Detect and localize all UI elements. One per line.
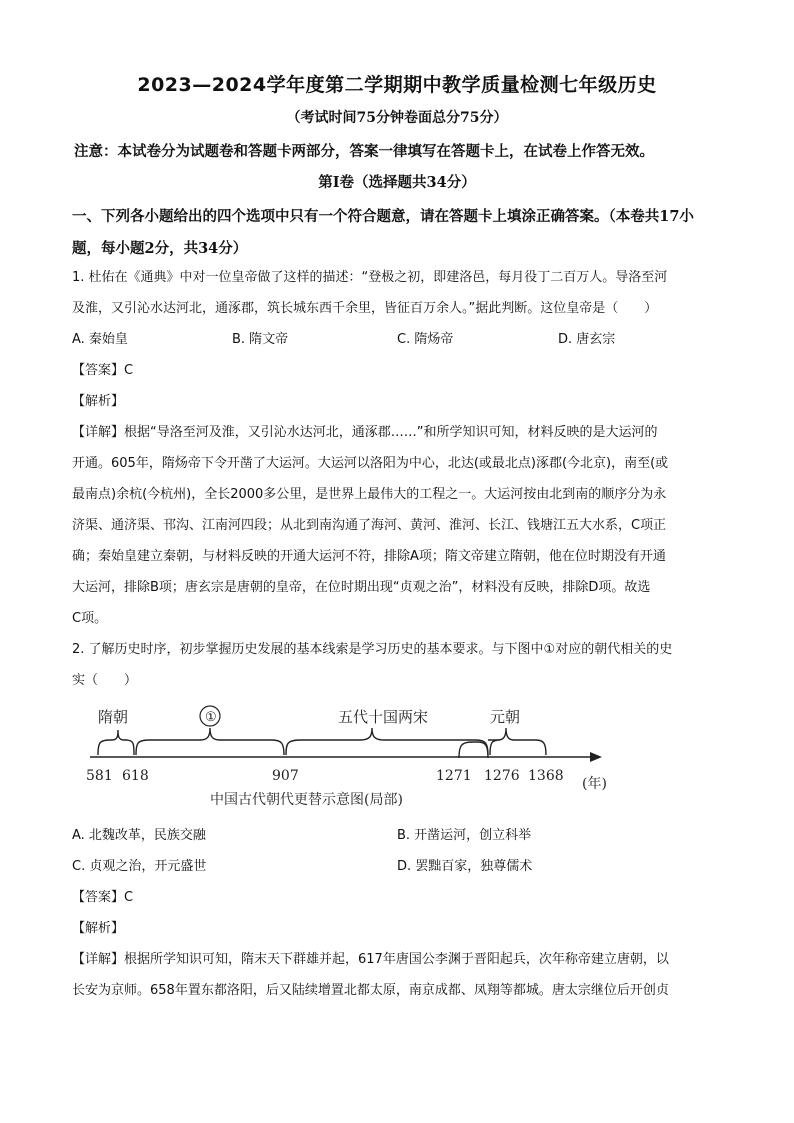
figure-caption: 中国古代朝代更替示意图(局部) [210,792,403,808]
year-1368: 1368 [528,768,564,784]
q1-detail-line-6: 大运河，排除B项；唐玄宗是唐朝的皇帝，在位时期出现“贞观之治”，材料没有反映，排除D项。故选 [72,580,651,595]
q2-answer: 【答案】C [72,890,134,905]
year-618: 618 [122,768,149,784]
brace-period-1 [136,728,284,755]
q1-options [72,324,722,355]
brace-yuan [488,728,546,755]
brace-sui [98,730,134,755]
q1-option-c: C. 隋炀帝 [397,332,454,347]
q1-analysis-label: 【解析】 [72,394,125,409]
q2-detail-line-1 [72,944,722,975]
q1-answer: 【答案】C [72,363,134,378]
period-label-yuan: 元朝 [490,708,521,726]
q2-option-c: C. 贞观之治，开元盛世 [72,859,207,874]
page-title: 2023—2024学年度第二学期期中教学质量检测七年级历史 [137,74,657,96]
exam-time-info: （考试时间75分钟卷面总分75分） [286,110,508,126]
q2-options-row-1 [72,820,722,851]
brace-overlap [459,742,488,758]
q1-detail-line-4: 济渠、通济渠、邗沟、江南河四段；从北到南沟通了海河、黄河、淮河、长江、钱塘江五大水系，C项正 [72,518,667,533]
q2-option-a: A. 北魏改革，民族交融 [72,828,206,843]
period-label-sui: 隋朝 [98,708,129,726]
q2-stem-line-1: 2. 了解历史时序，初步掌握历史发展的基本线索是学习历史的基本要求。与下图中①对应的朝代相关的史 [72,642,673,657]
period-label-five-dynasties: 五代十国两宋 [338,708,429,726]
q1-option-a: A. 秦始皇 [72,332,128,347]
q1-detail-line-3: 最南点)余杭(今杭州)，全长2000多公里，是世界上最伟大的工程之一。大运河按由北到南的顺序分为永 [72,487,667,502]
year-1271: 1271 [436,768,472,784]
year-581: 581 [86,768,113,784]
q2-option-b: B. 开凿运河，创立科举 [397,828,532,843]
year-907: 907 [272,768,299,784]
year-1276: 1276 [484,768,520,784]
q1-detail-label: 【详解】 [72,425,125,440]
notice-text: 注意：本试卷分为试题卷和答题卡两部分，答案一律填写在答题卡上，在试卷上作答无效。 [74,143,654,160]
q1-detail-line-2: 开通。605年，隋炀帝下令开凿了大运河。大运河以洛阳为中心，北达(或最北点)涿郡(今北京)，南至(或 [72,456,669,471]
q1-detail-line-1 [72,417,722,448]
section-heading: 第Ⅰ卷（选择题共34分） [318,174,476,191]
timeline-svg [80,700,640,815]
q2-detail-label: 【详解】 [72,952,125,967]
timeline-arrow [590,752,602,762]
q1-option-d: D. 唐玄宗 [558,332,616,347]
q1-detail-line-7: C项。 [72,611,108,626]
q2-analysis-label: 【解析】 [72,921,125,936]
q1-stem-line-2: 及淮，又引沁水达河北，通涿郡，筑长城东西千余里，皆征百万余人。”据此判断。这位皇帝是（ ） [72,301,658,316]
question-1 [72,262,722,696]
q1-stem-line-1: 1. 杜佑在《通典》中对一位皇帝做了这样的描述：“登极之初，即建洛邑，每月役丁二百万人。导洛至河 [72,270,668,285]
q1-detail-text-1: 根据“导洛至河及淮，又引沁水达河北，通涿郡……”和所学知识可知，材料反映的是大运河的 [124,425,658,440]
year-unit: (年) [582,776,607,792]
q2-option-d: D. 罢黜百家，独尊儒术 [397,859,533,874]
question-2-options [72,820,722,1006]
q1-detail-line-5: 确；秦始皇建立秦朝，与材料反映的开通大运河不符，排除A项；隋文帝建立隋朝，他在位时期没有开通 [72,549,666,564]
q2-detail-text-1: 根据所学知识可知，隋末天下群雄并起，617年唐国公李渊于晋阳起兵，次年称帝建立唐朝，以 [124,952,669,967]
period-label-1: ① [205,710,217,725]
q2-stem-line-2: 实（ ） [72,673,138,688]
dynasty-timeline-figure [80,700,640,815]
instruction-text: 一、下列各小题给出的四个选项中只有一个符合题意，请在答题卡上填涂正确答案。（本卷共17小题，每小题2分，共34分） [72,208,694,257]
q2-detail-line-2: 长安为京师。658年置东都洛阳，后又陆续增置北都太原，南京成都、凤翔等都城。唐太宗继位后开创贞 [72,983,669,998]
q2-options-row-2 [72,851,722,882]
q1-option-b: B. 隋文帝 [232,332,289,347]
brace-five-dynasties-song [286,728,488,755]
